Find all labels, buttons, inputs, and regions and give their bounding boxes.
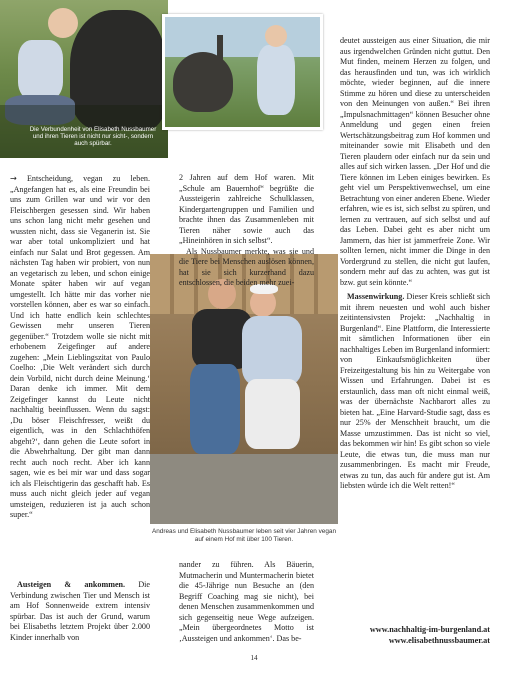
column-2-upper <box>179 173 314 289</box>
andreas-jeans-shape <box>190 364 240 454</box>
page-number: 14 <box>250 654 258 662</box>
photo-andreas-and-elisabeth <box>150 254 338 524</box>
link-nachhaltig-im-burgenland[interactable]: www.nachhaltig-im-burgenland.at <box>369 625 490 634</box>
col3-paragraph-2: Dieser Kreis schließt sich mit ihrem neuesten und wohl auch bisher zeitintensivsten Projekt: „Nachhaltig in Burgenland“. Eine Plattform, die Interessierte mit sämtlichen Informationen über ein nachhaltiges Leben im Burgenland informiert: von Einkaufsmöglichkeiten über Freizeitgestaltung bis hin zu Weitergabe von Wissen und Erfahrungen. Dabei ist es erstaunlich, dass man oft nicht einmal weiß, was der übernächste Nachbarort alles zu bieten hat. „Eine Harvard-Studie sagt, dass es nur 25% der Menschheit braucht, um die Masse umzustimmen. Das ist nicht so viel, das bekommen wir hin! Es gibt schon so viele Leute, die etwas tun, die muss man nur zusammenbringen. Es macht mir Freude, etwas zu tun, das auch für andere gut ist. Am liebsten würde ich die Welt retten!“ <box>340 292 490 490</box>
column-2-lower <box>179 560 314 644</box>
emu-body-shape <box>173 52 233 112</box>
column-3 <box>340 36 490 492</box>
photo-elisabeth-with-emu <box>162 14 323 130</box>
col1-paragraph-2: Die Verbindung zwischen Tier und Mensch ist am Hof Sonnenweide extrem intensiv spürbar. Das ist auch der Grund, warum bei Elisabeths letztem Projekt über 2.000 Kinder innerhalb von <box>10 580 150 642</box>
col2-paragraph-2: Als Nussbaumer merkte, was sie und die Tiere bei Menschen auslösen können, hat sie sich kurzerhand dazu entschlossen, die beiden mehr zuei- <box>179 246 314 287</box>
person-head-shape <box>48 8 78 38</box>
link-elisabeth-nussbaumer[interactable]: www.elisabethnussbaumer.at <box>388 636 490 645</box>
photo-caption-top-left: Die Verbundenheit von Elisabeth Nussbaumer und ihren Tieren ist nicht nur sicht-, sondern auch spürbar. <box>29 126 157 148</box>
photo-elisabeth-with-animal <box>0 0 168 158</box>
col3-paragraph-1: deutet aussteigen aus einer Situation, die mir aus irgendwelchen Gründen nicht guttut. Den Mut finden, meinem Herzen zu folgen, und das herausfinden und tun, was ich wirklich möchte, wieder beginnen, auf die innere Stimme zu hören und diese zu unterscheiden von den Meinungen von außen.“ Bei ihren „Impulsnachmittagen“ können Besucher ohne Anmeldung und gegen einen freien Wertschätzungsbeitrag zum Hof kommen und miteinander sowie mit Elisabeth und den Tieren plaudern oder einfach nur da sein und alles auf sich wirken lassen. „Der Hof und die Tiere können im Leben einiges bewirken. Es geht viel um Perspektivenwechsel, um eine Betrachtung von einer anderen Ebene. Wieder erfahren, wie es ist, sich selbst zu spüren, und lernen zu vertrauen, auf sich selbst und auf das Leben. Dabei geht es aber nicht um Jammern, das hier ist jammerfreie Zone. Wir sollten lernen, nicht immer die Dinge in den Vordergrund zu stellen, die nicht gut laufen, sondern mehr auf das zu achten, was gut ist bzw. gut sein könnte.“ <box>340 36 490 287</box>
person-shirt-shape <box>18 40 63 100</box>
gravel-ground-shape <box>150 454 338 524</box>
elisabeth-shorts-shape <box>245 379 300 449</box>
col2-paragraph-1: 2 Jahren auf dem Hof waren. Mit „Schule am Bauernhof“ begrüßte die Aussteigerin zahlreiche Schulklassen, Kindergartengruppen und Familien und brachte ihnen das Zusammenleben mit Tieren näher sowie auch das „Hineinhören in sich selbst“. <box>179 173 314 245</box>
person-shirt-shape <box>257 45 295 115</box>
emu-neck-shape <box>217 35 223 65</box>
website-links <box>350 624 490 646</box>
sky-shape <box>165 17 320 57</box>
column-1-lower <box>10 580 150 643</box>
elisabeth-shirt-shape <box>242 316 302 386</box>
col2-paragraph-3: nander zu führen. Als Bäuerin, Mutmacherin und Muntermacherin bietet die 45-Jährige nun Besuche an (den Begriff Coaching mag sie nicht), bei denen Menschen zusammenkommen und sich gegenseitig neue Wege aufzeigen. „Mein übergeordnetes Motto ist ‚Aussteigen und ankommen‘. Das be- <box>179 560 314 643</box>
subheading-massenwirkung: Massenwirkung. <box>347 292 405 301</box>
continue-arrow-icon: → <box>10 173 17 183</box>
main-photo-caption: Andreas und Elisabeth Nussbaumer leben seit vier Jahren vegan auf einem Hof mit über 100 Tieren. <box>151 528 337 543</box>
column-1-upper <box>10 173 150 521</box>
col1-paragraph-1: Entscheidung, vegan zu leben. „Angefangen hat es, als eine Freundin bei uns zum Grillen war und wir vor den Fleischbergen gesessen sind. Wir haben uns schon lang nicht mehr gesehen und wussten nicht, dass sie Veganerin ist. Sie war aber total unkompliziert und hat einfach nur Salat und Brot gegessen. Am nächsten Tag haben wir probiert, von nun an vegetarisch zu leben, und schon einige Monate später haben wir auf vegan umgestellt. Ich hätte mir das vorher nie vorstellen können, aber es war so einfach. Und ich hatte endlich kein schlechtes Gewissen mehr unseren Tieren gegenüber.“ Trotzdem wolle sie nicht mit erhobenem Zeigefinger auf andere zugehen: „Mein Lieblingszitat von Paulo Coelho: ‚Die Welt verändert sich durch dein Vorbild, nicht durch deine Meinung.‘ Daran denke ich immer. Mit dem Zeigefinger kannst du Leute nicht nachhaltig beeinflussen. Wenn du sagst: ‚Du böser Fleischfresser, weißt du eigentlich, was in den Schlachthöfen abgeht?‘, dann gehen die Leute sofort in die Abwehrhaltung. Der gibt man dann recht auch noch recht. Aber ich kann sagen, wie es bei mir war und dass sogar ich als Fleischtigerin das geschafft hab. Es muss auch nicht gleich jeder auf vegan umsteigen, reduzieren ist ja auch schon super.“ <box>10 174 150 519</box>
person-head-shape <box>265 25 287 47</box>
subheading-aussteigen: Austeigen & ankommen. <box>17 580 126 589</box>
